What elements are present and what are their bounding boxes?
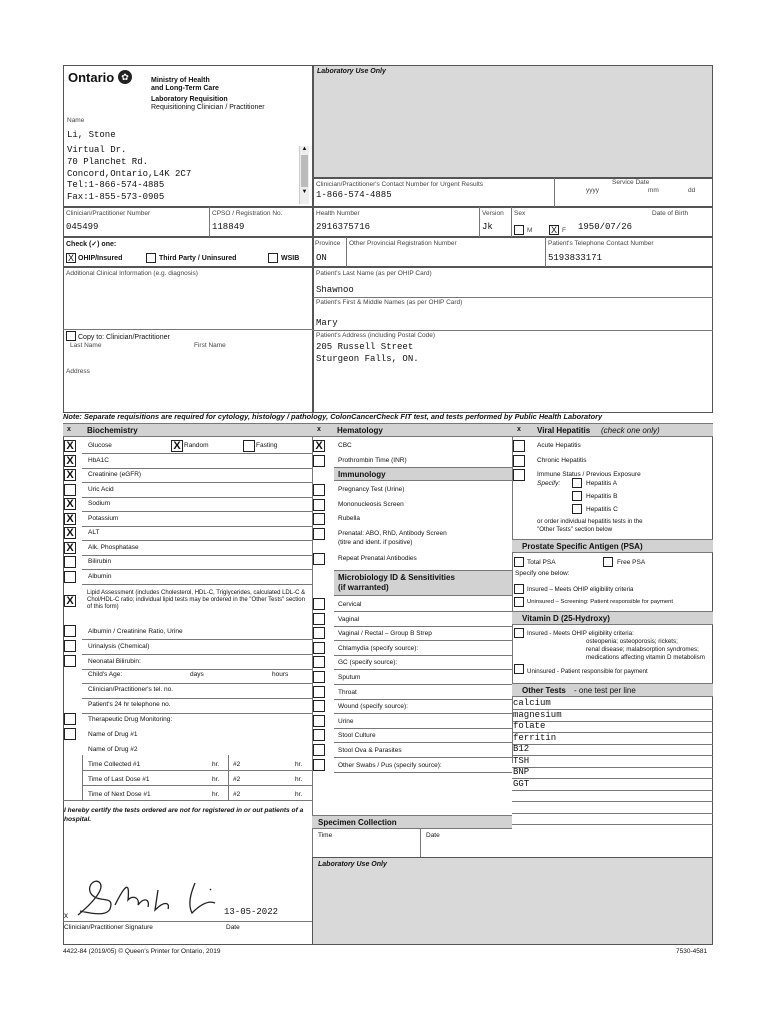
random-checkbox[interactable]: X	[171, 440, 183, 452]
tdm-label: Therapeutic Drug Monitoring:	[88, 716, 173, 723]
tdm-checkbox[interactable]	[64, 713, 76, 725]
last-dose-hr: hr.	[212, 776, 220, 783]
hematology-x: x	[317, 426, 321, 433]
other-test-entry[interactable]: folate	[513, 721, 546, 731]
version-label: Version	[482, 210, 504, 217]
signature-x: x	[64, 911, 68, 920]
biochem-row-line	[82, 555, 312, 556]
biochem-item-label: Glucose	[88, 442, 112, 449]
drug2-label: Name of Drug #2	[88, 746, 138, 753]
other-test-line	[512, 801, 713, 802]
micro-row-line	[334, 713, 512, 714]
service-date-divider	[554, 178, 555, 207]
micro-checkbox[interactable]	[313, 686, 325, 698]
patient-address-1[interactable]: 205 Russell Street	[316, 342, 414, 352]
signature-label: Clinician/Practitioner Signature	[64, 924, 153, 931]
scroll-up-icon[interactable]: ▲	[301, 146, 308, 152]
cbc-checkbox[interactable]: X	[313, 440, 325, 452]
patient-first-name[interactable]: Mary	[316, 318, 338, 328]
immunology-checkbox[interactable]	[313, 484, 325, 496]
acute-hep-label: Acute Hepatitis	[537, 442, 581, 449]
trillium-icon: ✿	[118, 70, 132, 84]
specify-label: Specify:	[537, 480, 561, 487]
clinician-name-label: Name	[67, 117, 85, 124]
version-divider	[479, 207, 480, 237]
biochem-item-label: Uric Acid	[88, 485, 114, 493]
other-reg-label: Other Provincial Registration Number	[349, 240, 457, 247]
copy-address-label: Address	[66, 368, 90, 375]
signature-line	[63, 921, 312, 922]
copy-first-name-label: First Name	[194, 342, 226, 349]
specimen-date-label: Date	[426, 832, 440, 839]
psa-specify: Specify one below:	[515, 570, 570, 577]
immunology-title: Immunology	[338, 470, 386, 479]
first-name-label: Patient's First & Middle Names (as per OHIP Card)	[316, 299, 463, 306]
micro-checkbox[interactable]	[313, 744, 325, 756]
micro-item-label: Vaginal	[338, 615, 360, 623]
micro-checkbox[interactable]	[313, 642, 325, 654]
micro-item-label: Stool Culture	[338, 732, 376, 740]
micro-checkbox[interactable]	[313, 759, 325, 771]
micro-checkbox[interactable]	[313, 700, 325, 712]
immunology-item-note: (titre and ident. if positive)	[338, 539, 413, 546]
clinician-name: Li, Stone	[67, 130, 116, 140]
biochem-item-label: Sodium	[88, 500, 111, 507]
hep-c-label: Hepatitis C	[586, 506, 618, 513]
biochem-item-label: ALT	[88, 529, 100, 536]
urgent-contact[interactable]: 1-866-574-4885	[316, 190, 392, 200]
dose-line-3	[63, 800, 312, 801]
hep-b-checkbox[interactable]	[572, 491, 582, 501]
footer-left: 4422-84 (2019/05) © Queen's Printer for Ontario, 2019	[63, 948, 221, 955]
last-name-label: Patient's Last Name (as per OHIP Card)	[316, 270, 432, 277]
other-test-entry[interactable]: TSH	[513, 755, 530, 766]
form-title: Laboratory Requisition	[151, 96, 228, 103]
micro-row-line	[334, 655, 512, 656]
biochem-checkbox[interactable]	[64, 571, 76, 583]
footer-right: 7530-4581	[676, 948, 708, 955]
vitd-insured-checkbox[interactable]	[514, 628, 524, 638]
copy-to-label: Copy to: Clinician/Practitioner	[78, 334, 170, 341]
micro-checkbox[interactable]	[313, 656, 325, 668]
clinician-number[interactable]: 045499	[66, 222, 99, 232]
other-test-entry[interactable]: B12	[513, 744, 530, 754]
separate-requisition-note: Note: Separate requisitions are required for cytology, histology / pathology, ColonCancerCheck FIT test, and tests performed by Public Health Laboratory	[63, 412, 603, 421]
microbiology-title-1: Microbiology ID & Sensitivities	[338, 573, 455, 582]
specimen-title: Specimen Collection	[318, 818, 397, 827]
address-scrollbar[interactable]	[299, 146, 309, 204]
biochem-lower-checkbox[interactable]	[64, 655, 76, 667]
clinician-address-2: Concord,Ontario,L4K 2C7	[67, 169, 192, 179]
form-subtitle: Requisitioning Clinician / Practitioner	[151, 104, 265, 111]
biochem-checkbox[interactable]: X	[64, 527, 76, 539]
free-psa-checkbox[interactable]	[603, 557, 613, 567]
micro-item-label: Other Swabs / Pus (specify source):	[338, 761, 442, 769]
lab-use-label-bottom: Laboratory Use Only	[318, 861, 387, 868]
time-collected-2: #2	[233, 761, 241, 768]
biochem-checkbox[interactable]	[64, 556, 76, 568]
phone-label: Patient's Telephone Contact Number	[548, 240, 654, 247]
biochemistry-title: Biochemistry	[87, 426, 138, 435]
scroll-down-icon[interactable]: ▼	[301, 189, 308, 195]
dob-label: Date of Birth	[652, 210, 689, 217]
sex-divider	[511, 207, 512, 237]
immune-status-checkbox[interactable]	[513, 469, 525, 481]
other-tests-title: Other Tests	[522, 686, 566, 695]
phone-divider	[545, 237, 546, 267]
micro-row-line	[334, 684, 512, 685]
time-collected-hr: hr.	[212, 761, 220, 768]
cpso-divider	[209, 207, 210, 237]
biochemistry-x: x	[67, 426, 71, 433]
version[interactable]: Jk	[482, 222, 493, 232]
patient-info-box	[313, 267, 713, 413]
micro-item-label: Cervical	[338, 601, 362, 608]
micro-checkbox[interactable]	[313, 715, 325, 727]
immunology-item-label: Prenatal: ABO, RhD, Antibody Screen	[338, 530, 447, 537]
vitd-uninsured-label: Uninsured - Patient responsible for payment	[527, 668, 648, 675]
other-test-line	[512, 790, 713, 791]
micro-item-label: Wound (specify source):	[338, 703, 408, 711]
biochem-checkbox[interactable]: X	[64, 469, 76, 481]
psa-title: Prostate Specific Antigen (PSA)	[522, 542, 643, 551]
immunology-item-label: Mononucleosis Screen	[338, 501, 404, 508]
dose-line-1	[82, 770, 312, 771]
clinician-address-4: Fax:1-855-573-0905	[67, 192, 165, 202]
vitd-insured-1: Insured - Meets OHIP eligibility criteria:	[527, 630, 634, 637]
other-test-line	[512, 824, 713, 825]
childs-age-label: Child's Age:	[88, 671, 123, 678]
other-test-line	[512, 778, 713, 779]
immunology-checkbox[interactable]	[313, 553, 325, 565]
micro-row-line	[334, 611, 512, 612]
hep-or-2: "Other Tests" section below	[537, 526, 613, 533]
chronic-hep-checkbox[interactable]	[513, 455, 525, 467]
patient-last-name[interactable]: Shawnoo	[316, 285, 354, 295]
province-label: Province	[315, 240, 341, 247]
certify-statement: I hereby certify the tests ordered are not for registered in or out patients of a hospital.	[64, 807, 304, 823]
sex-m-checkbox[interactable]	[514, 225, 524, 235]
biochem-lower-line	[82, 683, 312, 684]
other-test-line	[512, 755, 713, 756]
third-party-checkbox[interactable]	[146, 253, 156, 263]
micro-checkbox[interactable]	[313, 598, 325, 610]
biochem-checkbox[interactable]: X	[64, 513, 76, 525]
biochem-row-line	[82, 482, 312, 483]
other-test-line	[512, 813, 713, 814]
micro-checkbox[interactable]	[313, 729, 325, 741]
drug1-checkbox[interactable]	[64, 728, 76, 740]
viral-hepatitis-title: Viral Hepatitis	[537, 426, 591, 435]
micro-item-label: Chlamydia (specify source):	[338, 644, 419, 652]
total-psa-label: Total PSA	[527, 559, 556, 566]
third-party-label: Third Party / Uninsured	[159, 255, 237, 262]
biochem-lower-line	[82, 639, 312, 640]
micro-row-line	[334, 626, 512, 627]
biochem-checkbox[interactable]: X	[64, 542, 76, 554]
other-test-entry[interactable]: ferritin	[513, 732, 557, 743]
time-collected-hr2: hr.	[295, 761, 303, 768]
specimen-divider	[420, 829, 421, 857]
other-test-entry[interactable]: calcium	[513, 698, 551, 708]
biochem-row-line	[82, 453, 312, 454]
lab-use-area-bottom	[312, 857, 713, 945]
clinician-address-3: Tel:1-866-574-4885	[67, 180, 165, 190]
biochem-checkbox[interactable]: X	[64, 455, 76, 467]
copy-to-divider	[63, 329, 313, 330]
vitd-insured-4: medications affecting vitamin D metabolism	[586, 654, 705, 661]
biochem-lower-line	[82, 713, 312, 714]
micro-item-label: GC (specify source):	[338, 659, 398, 667]
hep-or-1: or order individual hepatitis tests in the	[537, 518, 643, 525]
immunology-checkbox[interactable]	[313, 528, 325, 540]
micro-row-line	[334, 757, 512, 758]
cpso-number[interactable]: 118849	[212, 222, 245, 232]
micro-row-line	[334, 699, 512, 700]
dose-divider-b	[228, 755, 229, 800]
biochem-lower-label: Urinalysis (Chemical)	[88, 643, 150, 650]
vitd-insured-3: renal disease; malabsorption syndromes;	[586, 646, 699, 653]
service-date-label: Service Date	[612, 179, 650, 186]
biochem-item-label: Potassium	[88, 514, 119, 522]
micro-checkbox[interactable]	[313, 671, 325, 683]
chronic-hep-label: Chronic Hepatitis	[537, 457, 587, 464]
biochem-checkbox[interactable]: X	[64, 440, 76, 452]
signature-date[interactable]: 13-05-2022	[224, 907, 279, 917]
vitd-title: Vitamin D (25-Hydroxy)	[522, 614, 610, 623]
psa-insured-label: Insured – Meets OHIP eligibility criteria	[527, 586, 634, 593]
psa-uninsured-checkbox[interactable]	[514, 597, 524, 607]
immunology-item-label: Repeat Prenatal Antibodies	[338, 555, 417, 562]
next-dose-hr2: hr.	[295, 791, 303, 798]
last-name-divider	[313, 297, 713, 298]
province[interactable]: ON	[316, 253, 327, 263]
urgent-contact-label: Clinician/Practitioner's Contact Number for Urgent Results	[316, 181, 484, 188]
viral-x: x	[517, 426, 521, 433]
fasting-label: Fasting	[256, 442, 278, 449]
health-number-label: Health Number	[316, 210, 360, 217]
hep-a-checkbox[interactable]	[572, 478, 582, 488]
biochem-lower-checkbox[interactable]	[64, 640, 76, 652]
biochem-checkbox[interactable]	[64, 484, 76, 496]
biochem-item-label: Albumin	[88, 572, 112, 580]
cbc-label: CBC	[338, 442, 352, 449]
other-test-entry[interactable]: magnesium	[513, 709, 562, 720]
biochem-lower-label: Albumin / Creatinine Ratio, Urine	[88, 628, 183, 635]
micro-row-line	[334, 669, 512, 670]
check-one-label: Check (✓) one:	[66, 241, 117, 248]
service-date-dd: dd	[688, 187, 696, 194]
biochem-item-label: HbA1C	[88, 456, 109, 464]
biochem-row-line	[82, 569, 312, 570]
lipid-checkbox[interactable]: X	[64, 595, 76, 607]
hep-c-checkbox[interactable]	[572, 504, 582, 514]
micro-row-line	[334, 728, 512, 729]
additional-info-label: Additional Clinical Information (e.g. diagnosis)	[66, 270, 198, 277]
next-dose-label: Time of Next Dose #1	[88, 791, 151, 798]
hematology-title: Hematology	[337, 426, 383, 435]
fasting-checkbox[interactable]	[243, 440, 255, 452]
wsib-checkbox[interactable]	[268, 253, 278, 263]
immunology-item-label: Pregnancy Test (Urine)	[338, 486, 405, 493]
sex-f-label: F	[562, 227, 566, 234]
micro-row-line	[334, 640, 512, 641]
province-divider	[346, 237, 347, 267]
drug1-label: Name of Drug #1	[88, 731, 138, 738]
acute-hep-checkbox[interactable]	[513, 440, 525, 452]
clinician-address-1: 70 Planchet Rd.	[67, 157, 149, 167]
dose-divider-a	[82, 755, 83, 800]
lab-use-label-top: Laboratory Use Only	[317, 68, 386, 75]
micro-checkbox[interactable]	[313, 613, 325, 625]
total-psa-checkbox[interactable]	[514, 557, 524, 567]
biochem-checkbox[interactable]: X	[64, 498, 76, 510]
biochem-lower-line	[82, 654, 312, 655]
hep-b-label: Hepatitis B	[586, 493, 618, 500]
lab-use-area-top	[313, 65, 713, 178]
biochem-row-line	[82, 497, 312, 498]
time-collected-label: Time Collected #1	[88, 761, 141, 768]
microbiology-title-2: (if warranted)	[338, 583, 389, 592]
psa-insured-checkbox[interactable]	[514, 584, 524, 594]
other-test-line	[512, 767, 713, 768]
wsib-label: WSIB	[281, 255, 300, 262]
dose-line-2	[82, 785, 312, 786]
inr-checkbox[interactable]	[313, 455, 325, 467]
sex-m-label: M	[527, 227, 533, 234]
biochem-row-line	[82, 540, 312, 541]
last-dose-hr2: hr.	[295, 776, 303, 783]
biochem-lower-checkbox[interactable]	[64, 625, 76, 637]
ohip-label: OHIP/Insured	[78, 255, 123, 262]
hep-a-label: Hepatitis A	[586, 480, 618, 487]
biochem-row-line	[82, 511, 312, 512]
days-label: days	[190, 671, 204, 678]
immunology-item-label: Rubella	[338, 515, 361, 522]
micro-checkbox[interactable]	[313, 627, 325, 639]
next-dose-2: #2	[233, 791, 241, 798]
other-test-line	[512, 744, 713, 745]
other-test-entry[interactable]: BNP	[513, 767, 530, 777]
immunology-checkbox[interactable]	[313, 513, 325, 525]
biochem-item-label: Creatinine (eGFR)	[88, 471, 142, 478]
micro-item-label: Stool Ova & Parasites	[338, 747, 402, 754]
vitd-insured-2: osteopenia; osteoporosis; rickets;	[586, 638, 678, 645]
service-date-mm: mm	[648, 187, 659, 194]
immune-status-label: Immune Status / Previous Exposure	[537, 471, 641, 478]
biochem-lower-line	[82, 698, 312, 699]
micro-item-label: Urine	[338, 717, 354, 725]
biochem-lower-label: Neonatal Bilirubin:	[88, 658, 141, 665]
ministry-line2: and Long-Term Care	[151, 85, 219, 92]
clinician-signature	[70, 875, 230, 920]
ohip-checkbox[interactable]: X	[67, 253, 74, 263]
immunology-checkbox[interactable]	[313, 499, 325, 511]
patient-phone[interactable]: 5193833171	[548, 253, 603, 263]
clinician-number-label: Clinician/Practitioner Number	[66, 210, 151, 217]
health-number[interactable]: 2916375716	[316, 222, 371, 232]
lipid-assessment: Lipid Assessment (includes Cholesterol, HDL-C, Triglycerides, calculated LDL-C & Chol/HDL-C ratio; individual lipid tests may be ordered in the "Other Tests" section of this form)	[87, 590, 306, 610]
viral-hepatitis-note: (check one only)	[601, 426, 660, 435]
biochem-row-line	[82, 584, 312, 585]
hours-label: hours	[272, 671, 289, 678]
patient-tel-label: Patient's 24 hr telephone no.	[88, 701, 171, 708]
scroll-thumb[interactable]	[301, 155, 308, 187]
specimen-time-label: Time	[318, 832, 333, 839]
copy-last-name-label: Last Name	[70, 342, 102, 349]
copy-to-checkbox[interactable]	[66, 331, 76, 341]
clinician-address-0: Virtual Dr.	[67, 145, 127, 155]
free-psa-label: Free PSA	[617, 559, 646, 566]
service-date-yyyy: yyyy	[586, 187, 599, 194]
patient-address-2[interactable]: Sturgeon Falls, ON.	[316, 354, 419, 364]
micro-item-label: Throat	[338, 688, 357, 696]
micro-row-line	[334, 772, 512, 773]
biochem-row-line	[82, 468, 312, 469]
sex-f-checkbox[interactable]: X	[550, 225, 557, 235]
micro-row-line	[334, 742, 512, 743]
biochem-row-line	[82, 526, 312, 527]
other-tests-note: - one test per line	[574, 686, 636, 695]
biochem-item-label: Bilirubin	[88, 558, 112, 565]
biochem-item-label: Alk. Phosphatase	[88, 543, 139, 551]
other-test-entry[interactable]: GGT	[513, 778, 530, 789]
address-label: Patient's Address (including Postal Code)	[316, 332, 436, 339]
ministry-line1: Ministry of Health	[151, 77, 210, 84]
next-dose-hr: hr.	[212, 791, 220, 798]
psa-uninsured-label: Uninsured – Screening: Patient responsible for payment	[527, 599, 674, 605]
dob[interactable]: 1950/07/26	[578, 222, 633, 232]
vitd-uninsured-checkbox[interactable]	[514, 664, 524, 674]
biochem-lower-line	[82, 669, 312, 670]
signature-date-label: Date	[226, 924, 240, 931]
ontario-logo: Ontario	[68, 70, 115, 85]
cpso-label: CPSO / Registration No.	[212, 210, 283, 217]
last-dose-label: Time of Last Dose #1	[88, 776, 150, 783]
first-name-divider	[313, 330, 713, 331]
micro-item-label: Sputum	[338, 674, 361, 681]
last-dose-2: #2	[233, 776, 241, 783]
clinician-tel-label: Clinician/Practitioner's tel. no.	[88, 686, 174, 693]
sex-label: Sex	[514, 210, 526, 217]
inr-label: Prothrombin Time (INR)	[338, 457, 407, 464]
random-label: Random	[184, 442, 209, 449]
micro-item-label: Vaginal / Rectal – Group B Strep	[338, 630, 432, 638]
